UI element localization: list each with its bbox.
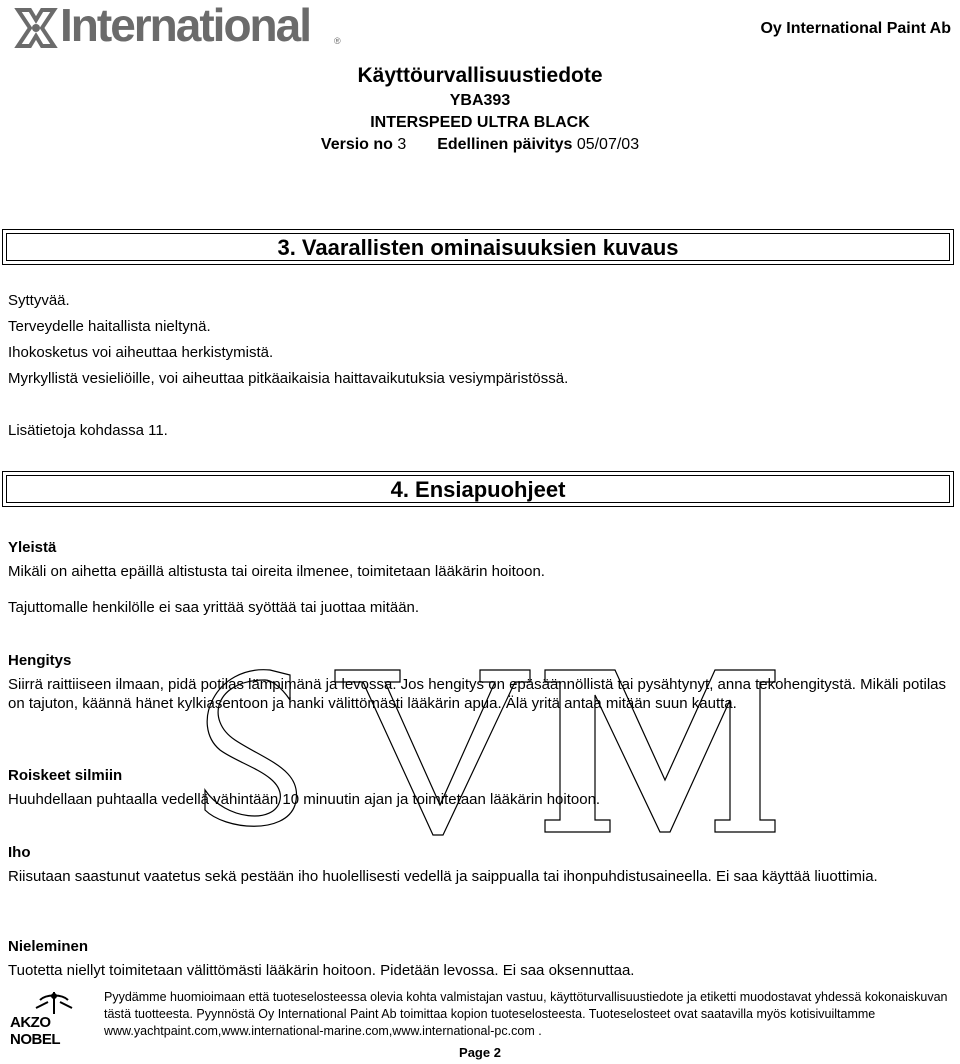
document-title: Käyttöurvallisuustiedote — [357, 64, 603, 87]
section-3-line: Myrkyllistä vesieliöille, voi aiheuttaa pitkäaikaisia haittavaikutuksia vesiympäristössä. — [8, 370, 569, 387]
version-value: 3 — [397, 136, 407, 153]
general-text-1: Mikäli on aihetta epäillä altistusta tai oireita ilmenee, toimitetaan lääkärin hoitoon. — [8, 563, 545, 580]
document-title-block — [0, 62, 960, 156]
previous-update-value: 05/07/03 — [576, 136, 640, 153]
eyes-text: Huuhdellaan puhtaalla vedellä vähintään 10 minuutin ajan ja toimitetaan lääkärin hoitoon. — [8, 791, 601, 808]
section-3-line: Terveydelle haitallista nieltynä. — [8, 318, 211, 335]
product-code: YBA393 — [449, 92, 511, 109]
skin-text: Riisutaan saastunut vaatetus sekä pestään iho huolellisesti vedellä ja saippualla tai ihonpuhdistusaineella. Ei saa käyttää liuottimia. — [8, 868, 878, 885]
version-label: Versio no — [320, 136, 393, 153]
akzo-nobel-wordmark: AKZO NOBEL — [10, 1014, 60, 1048]
general-heading: Yleistä — [8, 539, 57, 556]
footer-disclaimer: Pyydämme huomioimaan että tuoteselosteessa olevia kohta valmistajan vastuu, käyttöturvallisuustiedote ja etiketti muodostavat yhdessä kokonaiskuvan tästä tuotteesta. Pyynnöstä Oy International Paint Ab toimittaa kopion tuoteselosteesta. Tuoteselosteet ovat saatavilla myös kotisivuiltamme www.yachtpaint.com,www.international-marine.com,www.international-pc.com . — [104, 990, 948, 1038]
akzo-nobel-logo — [10, 990, 98, 1048]
watermark-graphic — [195, 660, 785, 840]
page-number: Page 2 — [459, 1045, 501, 1060]
skin-heading: Iho — [8, 844, 31, 861]
eyes-heading: Roiskeet silmiin — [8, 767, 123, 784]
previous-update-label: Edellinen päivitys — [437, 136, 573, 153]
general-text-2: Tajuttomalle henkilölle ei saa yrittää syöttää tai juottaa mitään. — [8, 599, 420, 616]
logo-mark-icon — [14, 6, 58, 50]
company-name: Oy International Paint Ab — [760, 20, 951, 37]
inhalation-text: Siirrä raittiiseen ilmaan, pidä potilas lämpimänä ja levossa. Jos hengitys on epäsäännöllistä tai pysähtynyt, anna tekohengitystä. Mikäli potilas on tajuton, käännä hänet kylkiasentoon ja hanki välittömästi lääkärin apua. Älä yritä antaa mitään suun kautta. — [8, 676, 947, 712]
ingestion-text: Tuotetta niellyt toimitetaan välittömästi lääkärin hoitoon. Pidetään levossa. Ei saa oksennuttaa. — [8, 962, 635, 979]
section-3-line: Syttyvää. — [8, 292, 70, 309]
akzo-nobel-emblem-icon — [10, 990, 98, 1016]
version-line — [0, 134, 960, 156]
ingestion-heading: Nieleminen — [8, 938, 89, 955]
section-3-title: 3. Vaarallisten ominaisuuksien kuvaus — [6, 233, 950, 261]
section-3-line: Ihokosketus voi aiheuttaa herkistymistä. — [8, 344, 274, 361]
section-3-header — [2, 229, 954, 265]
logo-wordmark: International — [60, 0, 311, 51]
product-name: INTERSPEED ULTRA BLACK — [370, 114, 590, 131]
section-3-more-info: Lisätietoja kohdassa 11. — [8, 422, 168, 439]
registered-mark: ® — [334, 36, 341, 46]
section-4-header — [2, 471, 954, 507]
international-logo — [14, 2, 344, 54]
section-4-title: 4. Ensiapuohjeet — [6, 475, 950, 503]
inhalation-heading: Hengitys — [8, 652, 72, 669]
